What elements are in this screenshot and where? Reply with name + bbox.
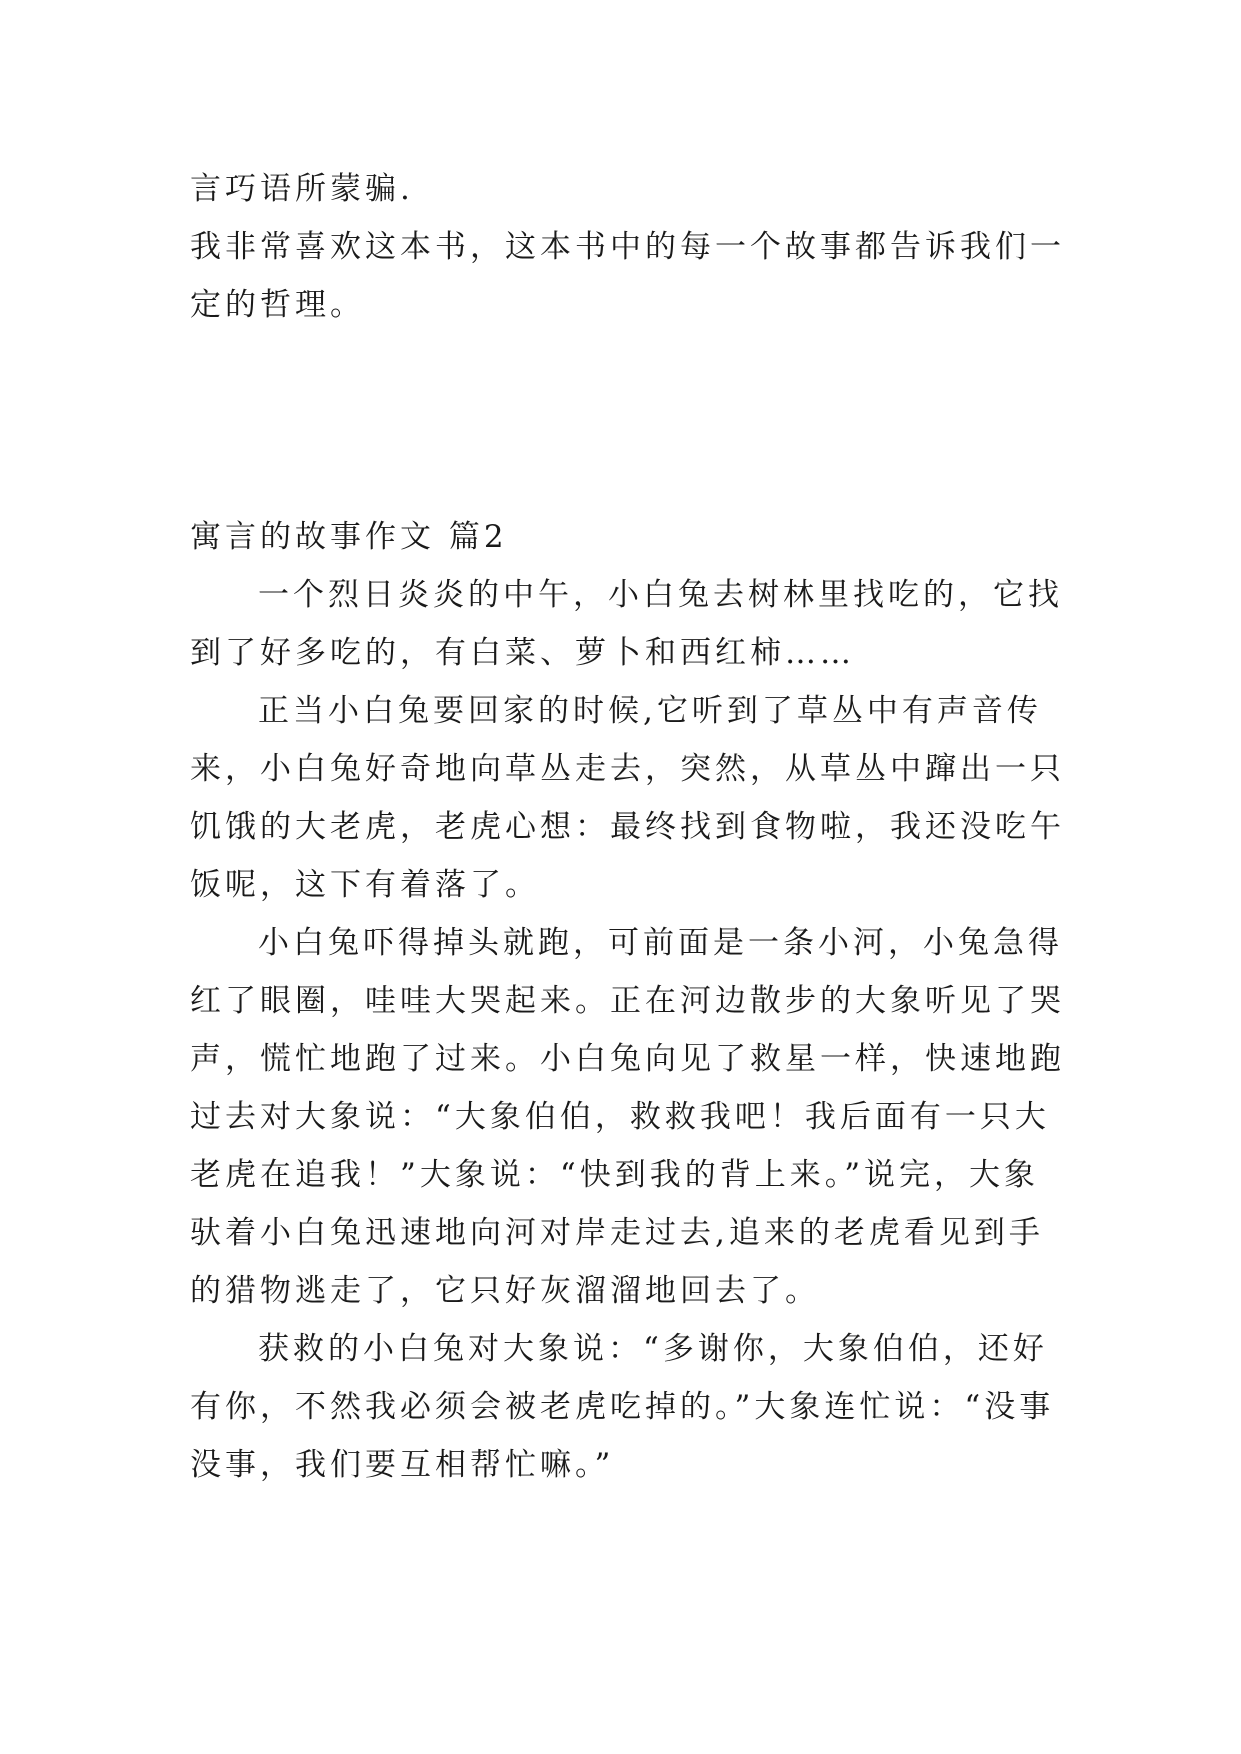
paragraph-4: 获救的小白兔对大象说：“多谢你，大象伯伯，还好有你，不然我必须会被老虎吃掉的。”大象连忙说：“没事没事，我们要互相帮忙嘛。”	[190, 1331, 1055, 1483]
section-title: 寓言的故事作文 篇2	[190, 519, 508, 555]
closing-paragraph: 我非常喜欢这本书，这本书中的每一个故事都告诉我们一定的哲理。	[190, 229, 1065, 323]
paragraph-1: 一个烈日炎炎的中午，小白兔去树林里找吃的，它找到了好多吃的，有白菜、萝卜和西红柿……	[190, 577, 1063, 671]
paragraph-3: 小白兔吓得掉头就跑，可前面是一条小河，小兔急得红了眼圈，哇哇大哭起来。正在河边散步的大象听见了哭声，慌忙地跑了过来。小白兔向见了救星一样，快速地跑过去对大象说：“大象伯伯，救救我吧！我后面有一只大老虎在追我！”大象说：“快到我的背上来。”说完，大象驮着小白兔迅速地向河对岸走过去,追来的老虎看见到手的猎物逃走了，它只好灰溜溜地回去了。	[190, 925, 1065, 1309]
section-2	[190, 508, 1070, 1494]
previous-section-continuation	[190, 160, 1070, 334]
continuation-line: 言巧语所蒙骗.	[190, 171, 414, 207]
paragraph-2: 正当小白兔要回家的时候,它听到了草丛中有声音传来，小白兔好奇地向草丛走去，突然，从草丛中蹿出一只饥饿的大老虎，老虎心想：最终找到食物啦，我还没吃午饭呢，这下有着落了。	[190, 693, 1065, 903]
